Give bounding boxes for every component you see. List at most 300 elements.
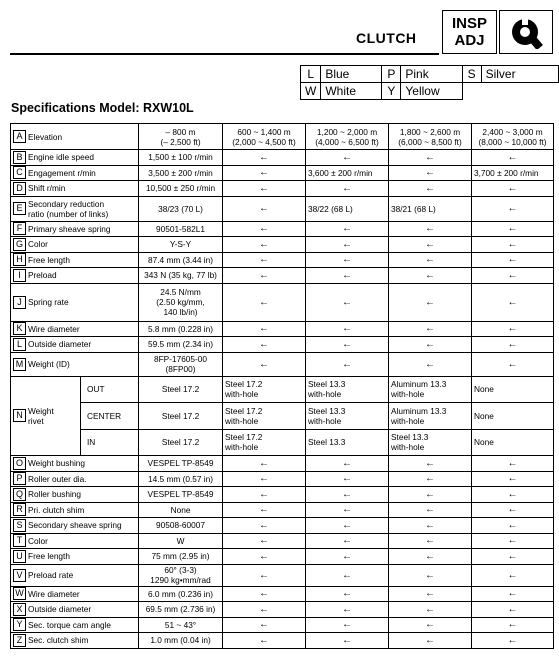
row-label [11,337,139,353]
spec-row [11,533,554,549]
label-text: Weight bushing [28,458,86,469]
arrow-cell [306,564,389,586]
arrow-cell [306,471,389,487]
spec-row [11,352,554,376]
legend-key: P [382,66,401,83]
value-cell: 8FP-17605-00 (8FP00) [139,352,223,376]
row-label [11,165,139,181]
arrow-cell [389,602,472,618]
label-text: Outside diameter [28,339,92,350]
row-label [11,252,139,268]
label-text: Color [28,239,48,250]
value-cell: Steel 17.2 with-hole [223,376,306,403]
same-as-left-arrow: ← [507,504,518,516]
spec-row [11,221,554,237]
same-as-left-arrow: ← [342,488,353,500]
same-as-left-arrow: ← [342,182,353,194]
arrow-cell [472,252,554,268]
same-as-left-arrow: ← [507,323,518,335]
arrow-cell [472,564,554,586]
row-label [11,376,81,456]
row-label [11,268,139,284]
arrow-cell [389,549,472,565]
arrow-cell [389,165,472,181]
value-cell: 6.0 mm (0.236 in) [139,586,223,602]
label-text: Primary sheave spring [28,223,111,234]
legend-value: Silver [481,66,558,83]
arrow-cell [223,252,306,268]
value-cell: 3,600 ± 200 r/min [306,165,389,181]
label-text: Engine idle speed [28,152,94,163]
elevation-row [11,124,554,150]
spec-row [11,586,554,602]
arrow-cell [389,321,472,337]
letter-key: Q [13,488,26,501]
arrow-cell [389,237,472,253]
arrow-cell [472,586,554,602]
value-cell: 59.5 mm (2.34 in) [139,337,223,353]
letter-key: X [13,603,26,616]
spec-row [11,502,554,518]
arrow-cell [223,165,306,181]
value-cell: 3,500 ± 200 r/min [139,165,223,181]
same-as-left-arrow: ← [259,323,270,335]
same-as-left-arrow: ← [425,358,436,370]
value-cell: None [472,429,554,456]
arrow-cell [306,533,389,549]
letter-key: S [13,519,26,532]
legend-row [301,66,559,83]
row-label [11,352,139,376]
same-as-left-arrow: ← [507,457,518,469]
same-as-left-arrow: ← [259,488,270,500]
arrow-cell [223,471,306,487]
arrow-cell [223,502,306,518]
same-as-left-arrow: ← [259,457,270,469]
same-as-left-arrow: ← [342,223,353,235]
value-cell: 75 mm (2.95 in) [139,549,223,565]
same-as-left-arrow: ← [507,535,518,547]
legend-value: Yellow [401,83,462,100]
row-label [11,221,139,237]
header-rule [10,53,439,55]
spec-row [11,633,554,649]
same-as-left-arrow: ← [342,238,353,250]
value-cell: 38/23 (70 L) [139,196,223,221]
value-cell: Steel 17.2 [139,403,223,430]
same-as-left-arrow: ← [342,550,353,562]
arrow-cell [472,549,554,565]
same-as-left-arrow: ← [425,167,436,179]
label-text: Engagement r/min [28,167,96,178]
same-as-left-arrow: ← [259,269,270,281]
same-as-left-arrow: ← [507,634,518,646]
same-as-left-arrow: ← [425,457,436,469]
arrow-cell [306,518,389,534]
arrow-cell [223,586,306,602]
label-text: Weight rivet [28,405,54,426]
spec-row [11,602,554,618]
value-cell: 3,700 ± 200 r/min [472,165,554,181]
same-as-left-arrow: ← [259,634,270,646]
arrow-cell [306,549,389,565]
arrow-cell [223,221,306,237]
same-as-left-arrow: ← [259,504,270,516]
letter-key: P [13,472,26,485]
value-cell: VESPEL TP-8549 [139,456,223,472]
arrow-cell [472,283,554,321]
same-as-left-arrow: ← [425,473,436,485]
row-label [11,471,139,487]
same-as-left-arrow: ← [507,238,518,250]
same-as-left-arrow: ← [425,519,436,531]
wrench-icon-box [499,10,553,54]
elevation-column: 1,800 ~ 2,600 m (6,000 ~ 8,500 ft) [389,124,472,150]
label-text: Sec. clutch shim [28,635,89,646]
same-as-left-arrow: ← [342,151,353,163]
arrow-cell [389,471,472,487]
arrow-cell [223,268,306,284]
arrow-cell [306,352,389,376]
row-label [11,502,139,518]
row-label [11,487,139,503]
value-cell: Steel 13.3 [306,429,389,456]
row-label [11,533,139,549]
arrow-cell [389,221,472,237]
letter-key: Y [13,618,26,631]
same-as-left-arrow: ← [507,619,518,631]
value-cell: 69.5 mm (2.736 in) [139,602,223,618]
same-as-left-arrow: ← [425,238,436,250]
spec-row [11,268,554,284]
letter-key: O [13,457,26,470]
same-as-left-arrow: ← [259,603,270,615]
value-cell: W [139,533,223,549]
arrow-cell [223,283,306,321]
same-as-left-arrow: ← [507,588,518,600]
same-as-left-arrow: ← [507,203,518,214]
same-as-left-arrow: ← [342,535,353,547]
arrow-cell [389,252,472,268]
arrow-cell [306,487,389,503]
arrow-cell [472,268,554,284]
same-as-left-arrow: ← [425,535,436,547]
arrow-cell [223,518,306,534]
arrow-cell [389,617,472,633]
same-as-left-arrow: ← [259,519,270,531]
label-text: Preload rate [28,570,74,580]
rivet-row [11,376,554,403]
legend-value: Pink [401,66,462,83]
spec-row [11,564,554,586]
same-as-left-arrow: ← [507,550,518,562]
arrow-cell [306,150,389,166]
row-label [11,564,139,586]
arrow-cell [223,237,306,253]
rivet-row [11,429,554,456]
same-as-left-arrow: ← [342,457,353,469]
rivet-row [11,403,554,430]
value-cell: Steel 17.2 [139,376,223,403]
arrow-cell [306,456,389,472]
value-cell: 60° (3-3) 1290 kg•mm/rad [139,564,223,586]
arrow-cell [223,456,306,472]
same-as-left-arrow: ← [342,254,353,266]
arrow-cell [472,602,554,618]
value-cell: 90508-60007 [139,518,223,534]
arrow-cell [306,283,389,321]
row-label [11,456,139,472]
same-as-left-arrow: ← [507,603,518,615]
arrow-cell [223,617,306,633]
label-text: Roller outer dia. [28,473,87,484]
value-cell: 38/22 (68 L) [306,196,389,221]
wrench-icon [510,17,544,49]
letter-key: J [13,296,26,309]
letter-key: M [13,358,26,371]
arrow-cell [389,352,472,376]
spec-row [11,337,554,353]
same-as-left-arrow: ← [342,323,353,335]
arrow-cell [472,196,554,221]
same-as-left-arrow: ← [507,519,518,531]
badge-line-1: INSP [451,15,487,32]
same-as-left-arrow: ← [425,223,436,235]
legend-key: L [301,66,321,83]
letter-key: V [13,569,26,582]
spec-row [11,196,554,221]
arrow-cell [306,252,389,268]
same-as-left-arrow: ← [425,254,436,266]
arrow-cell [389,564,472,586]
arrow-cell [472,487,554,503]
row-label [11,124,139,150]
same-as-left-arrow: ← [342,619,353,631]
arrow-cell [223,564,306,586]
arrow-cell [472,471,554,487]
spec-title: Specifications Model: RXW10L [11,101,194,115]
badge-line-2: ADJ [454,32,485,49]
arrow-cell [306,633,389,649]
same-as-left-arrow: ← [507,488,518,500]
label-text: Color [28,535,48,546]
arrow-cell [472,237,554,253]
label-text: Weight (ID) [28,359,70,369]
spec-row [11,321,554,337]
rivet-position: OUT [81,376,139,403]
arrow-cell [389,487,472,503]
row-label [11,586,139,602]
letter-key: W [13,587,26,600]
rivet-position: IN [81,429,139,456]
same-as-left-arrow: ← [425,338,436,350]
value-cell: Steel 17.2 with-hole [223,429,306,456]
same-as-left-arrow: ← [425,619,436,631]
arrow-cell [306,617,389,633]
same-as-left-arrow: ← [342,358,353,370]
same-as-left-arrow: ← [342,473,353,485]
arrow-cell [223,602,306,618]
spec-row [11,617,554,633]
value-cell: None [472,376,554,403]
same-as-left-arrow: ← [342,634,353,646]
same-as-left-arrow: ← [507,151,518,163]
legend-key: W [301,83,321,100]
label-text: Pri. clutch shim [28,504,85,515]
arrow-cell [389,150,472,166]
arrow-cell [223,150,306,166]
value-cell: Steel 13.3 with-hole [389,429,472,456]
spec-row [11,487,554,503]
arrow-cell [389,181,472,197]
color-legend [300,65,559,100]
label-text: Spring rate [28,297,69,307]
spec-row [11,165,554,181]
same-as-left-arrow: ← [259,619,270,631]
arrow-cell [472,221,554,237]
arrow-cell [389,518,472,534]
row-label [11,283,139,321]
elevation-column: – 800 m (– 2,500 ft) [139,124,223,150]
arrow-cell [223,352,306,376]
elevation-column: 600 ~ 1,400 m (2,000 ~ 4,500 ft) [223,124,306,150]
label-text: Preload [28,270,57,281]
same-as-left-arrow: ← [425,323,436,335]
letter-key: A [13,130,26,143]
spec-row [11,518,554,534]
spec-row [11,150,554,166]
arrow-cell [389,456,472,472]
arrow-cell [306,237,389,253]
letter-key: H [13,253,26,266]
same-as-left-arrow: ← [425,550,436,562]
row-label [11,549,139,565]
label-text: Wire diameter [28,323,80,334]
same-as-left-arrow: ← [425,504,436,516]
same-as-left-arrow: ← [507,223,518,235]
label-text: Free length [28,551,70,562]
arrow-cell [306,602,389,618]
arrow-cell [472,321,554,337]
arrow-cell [223,181,306,197]
same-as-left-arrow: ← [507,338,518,350]
same-as-left-arrow: ← [425,634,436,646]
same-as-left-arrow: ← [342,603,353,615]
same-as-left-arrow: ← [259,223,270,235]
value-cell: 10,500 ± 250 r/min [139,181,223,197]
legend-value: White [321,83,382,100]
arrow-cell [389,633,472,649]
arrow-cell [472,337,554,353]
arrow-cell [389,283,472,321]
label-text: Secondary reduction ratio (number of links) [28,198,109,219]
row-label [11,518,139,534]
label-text: Secondary sheave spring [28,520,122,531]
value-cell: Steel 17.2 with-hole [223,403,306,430]
letter-key: F [13,222,26,235]
value-cell: 90501-582L1 [139,221,223,237]
spec-table [10,123,554,649]
elevation-column: 1,200 ~ 2,000 m (4,000 ~ 6,500 ft) [306,124,389,150]
arrow-cell [472,518,554,534]
arrow-cell [472,150,554,166]
spec-row [11,456,554,472]
same-as-left-arrow: ← [425,151,436,163]
same-as-left-arrow: ← [342,569,353,581]
same-as-left-arrow: ← [425,569,436,581]
row-label [11,150,139,166]
label-text: Wire diameter [28,588,80,599]
same-as-left-arrow: ← [259,296,270,308]
same-as-left-arrow: ← [507,358,518,370]
spec-row [11,252,554,268]
elevation-column: 2,400 ~ 3,000 m (8,000 ~ 10,000 ft) [472,124,554,150]
rivet-position: CENTER [81,403,139,430]
letter-key: C [13,166,26,179]
letter-key: U [13,550,26,563]
arrow-cell [389,337,472,353]
value-cell: VESPEL TP-8549 [139,487,223,503]
letter-key: L [13,338,26,351]
arrow-cell [223,549,306,565]
same-as-left-arrow: ← [259,203,270,214]
value-cell: 1,500 ± 100 r/min [139,150,223,166]
same-as-left-arrow: ← [259,358,270,370]
same-as-left-arrow: ← [425,588,436,600]
spec-row [11,471,554,487]
same-as-left-arrow: ← [259,182,270,194]
spec-row [11,181,554,197]
same-as-left-arrow: ← [342,338,353,350]
same-as-left-arrow: ← [425,603,436,615]
value-cell: Aluminum 13.3 with-hole [389,376,472,403]
spec-row [11,237,554,253]
row-label [11,196,139,221]
legend-row [301,83,559,100]
arrow-cell [306,586,389,602]
same-as-left-arrow: ← [259,238,270,250]
arrow-cell [472,456,554,472]
arrow-cell [389,502,472,518]
arrow-cell [306,221,389,237]
letter-key: B [13,151,26,164]
letter-key: R [13,503,26,516]
same-as-left-arrow: ← [425,269,436,281]
insp-adj-badge [442,10,497,54]
arrow-cell [389,268,472,284]
value-cell: Steel 17.2 [139,429,223,456]
same-as-left-arrow: ← [507,182,518,194]
same-as-left-arrow: ← [507,254,518,266]
arrow-cell [389,586,472,602]
arrow-cell [306,268,389,284]
value-cell: 343 N (35 kg, 77 lb) [139,268,223,284]
letter-key: G [13,238,26,251]
same-as-left-arrow: ← [259,473,270,485]
letter-key: T [13,534,26,547]
label-text: Shift r/min [28,183,66,194]
row-label [11,602,139,618]
arrow-cell [472,633,554,649]
arrow-cell [306,321,389,337]
arrow-cell [472,533,554,549]
value-cell: Steel 13.3 with-hole [306,403,389,430]
value-cell: 24.5 N/mm (2.50 kg/mm, 140 lb/in) [139,283,223,321]
arrow-cell [472,181,554,197]
value-cell: Steel 13.3 with-hole [306,376,389,403]
arrow-cell [223,196,306,221]
value-cell: 1.0 mm (0.04 in) [139,633,223,649]
